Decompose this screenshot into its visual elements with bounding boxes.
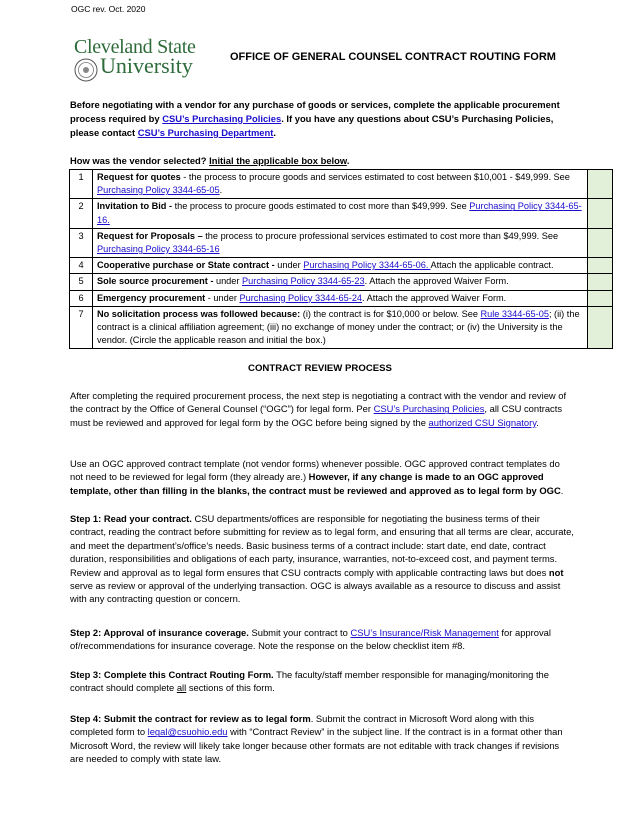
paragraph-text: Submit your contract to bbox=[248, 627, 351, 638]
policy-link[interactable]: Purchasing Policy 3344-65-23 bbox=[242, 276, 365, 287]
emphasis-not: not bbox=[548, 566, 564, 578]
row-description bbox=[93, 199, 588, 228]
paragraph-text: with “Contract Review” in the subject line. If the contract is in a format other than Microsoft Word, the review will likely take longer because other formats are not editable with track changes if revisions are needed to comply with state law. bbox=[70, 726, 563, 765]
table-row bbox=[70, 228, 613, 257]
row-text: . bbox=[219, 185, 223, 196]
paragraph-text: . Submit the contract in Microsoft Word along with this completed form to bbox=[70, 713, 535, 738]
row-text: the process to procure goods estimated to cost more than $49,999. See bbox=[172, 201, 470, 212]
initial-box[interactable] bbox=[588, 228, 613, 257]
paragraph-text: . bbox=[536, 416, 539, 428]
row-text: Attach the applicable contract. bbox=[430, 260, 554, 271]
policy-link[interactable]: Rule 3344-65-05 bbox=[480, 308, 549, 319]
purchasing-policies-link[interactable]: CSU’s Purchasing Policies bbox=[162, 113, 282, 124]
form-title: OFFICE OF GENERAL COUNSEL CONTRACT ROUTING FORM bbox=[230, 51, 556, 63]
row-text: under bbox=[274, 260, 304, 271]
university-seal-icon bbox=[74, 58, 98, 82]
intro-paragraph bbox=[70, 98, 575, 140]
policy-link[interactable]: Purchasing Policy 3344-65-16. bbox=[97, 201, 582, 225]
row-title: Request for quotes bbox=[97, 172, 181, 182]
initial-box[interactable] bbox=[588, 274, 613, 290]
row-title: Cooperative purchase or State contract - bbox=[97, 260, 275, 271]
review-intro-paragraph bbox=[70, 389, 575, 429]
revision-note: OGC rev. Oct. 2020 bbox=[71, 4, 146, 14]
policy-link[interactable]: Purchasing Policy 3344-65-24 bbox=[239, 292, 363, 303]
row-number: 4 bbox=[70, 258, 93, 274]
paragraph-text: serve as review or approval of the underlying transaction. OGC is always available as a resource to discuss and assist with any contracting question or concern. bbox=[70, 580, 561, 605]
legal-email-link[interactable]: legal@csuohio.edu bbox=[147, 726, 228, 738]
table-row bbox=[70, 258, 613, 274]
row-text: the process to procure professional services estimated to cost more than $49,999. See bbox=[202, 230, 559, 241]
template-paragraph bbox=[70, 457, 575, 497]
initial-box[interactable] bbox=[588, 170, 613, 199]
row-text: under bbox=[213, 276, 243, 287]
row-text: (i) the contract is for $10,000 or below. See bbox=[300, 308, 481, 319]
insurance-risk-management-link[interactable]: CSU’s Insurance/Risk Management bbox=[350, 627, 499, 638]
row-number: 1 bbox=[70, 170, 93, 199]
purchasing-policies-link-2[interactable]: CSU’s Purchasing Policies bbox=[373, 403, 485, 415]
row-text: ; (ii) the contract is a clinical affiliation agreement; (iii) no exchange of money under the contract; or (iv) the University is the vendor. (Circle the applicable reason and initial the box.) bbox=[97, 308, 580, 346]
vendor-selection-question: How was the vendor selected? Initial the applicable box below. bbox=[70, 155, 350, 166]
table-row bbox=[70, 199, 613, 228]
table-row bbox=[70, 290, 613, 306]
row-description bbox=[93, 228, 588, 257]
policy-link[interactable]: Purchasing Policy 3344-65-06. bbox=[303, 260, 431, 271]
paragraph-text: CSU departments/offices are responsible for negotiating the business terms of their contract, reading the contract before submitting for review as to legal form, and ensuring that all terms are clear, accurate, and meet the department’s/office’s needs. Basic business terms of a contract include: start date, end date, contract duration, responsibilities and obligations of each party, insurance, warranties, not-to-exceed cost, and payment terms. Review and approval as to legal form ensures that CSU contracts comply with applicable contracting laws but does bbox=[70, 513, 574, 578]
paragraph-text: sections of this form. bbox=[186, 682, 275, 694]
purchasing-department-link[interactable]: CSU’s Purchasing Department bbox=[137, 127, 274, 138]
paragraph-bold-text: However, if any change is made to an OGC approved template, other than filling in the blanks, the contract must be reviewed and approved as to legal form by OGC bbox=[70, 471, 561, 496]
table-row bbox=[70, 170, 613, 199]
authorized-signatory-link[interactable]: authorized CSU Signatory bbox=[428, 416, 537, 428]
step1-title: Step 1: Read your contract. bbox=[70, 513, 192, 524]
row-description bbox=[93, 306, 588, 349]
step2-paragraph bbox=[70, 626, 575, 653]
contract-review-title: CONTRACT REVIEW PROCESS bbox=[248, 363, 392, 374]
initial-box[interactable] bbox=[588, 258, 613, 274]
row-description bbox=[93, 274, 588, 290]
step4-paragraph bbox=[70, 712, 575, 766]
row-title: No solicitation process was followed because: bbox=[97, 308, 301, 319]
paragraph-text: The faculty/staff member responsible for managing/monitoring the contract should complete bbox=[70, 669, 549, 694]
row-title: Emergency procurement bbox=[97, 292, 206, 303]
policy-link[interactable]: Purchasing Policy 3344-65-05 bbox=[97, 185, 220, 196]
emphasis-all: all bbox=[176, 682, 187, 694]
row-number: 7 bbox=[70, 306, 93, 349]
step3-paragraph bbox=[70, 668, 575, 695]
row-description bbox=[93, 258, 588, 274]
paragraph-text: , all CSU contracts must be reviewed and approved for legal form by the OGC before being signed by the bbox=[70, 403, 563, 428]
row-text: . Attach the approved Waiver Form. bbox=[364, 276, 509, 287]
question-instruction: Initial the applicable box below bbox=[209, 155, 347, 166]
question-text: How was the vendor selected? bbox=[70, 155, 210, 166]
logo-text-line1: Cleveland State bbox=[74, 36, 196, 58]
table-row bbox=[70, 306, 613, 349]
row-text: - under bbox=[205, 292, 240, 303]
policy-link[interactable]: Purchasing Policy 3344-65-16 bbox=[97, 244, 220, 255]
step2-title: Step 2: Approval of insurance coverage. bbox=[70, 627, 249, 638]
row-number: 2 bbox=[70, 199, 93, 228]
intro-text: . If you have any questions about CSU’s Purchasing Policies, please contact bbox=[70, 113, 554, 138]
csu-logo bbox=[70, 36, 200, 86]
row-text: . Attach the approved Waiver Form. bbox=[362, 292, 507, 303]
intro-text: . bbox=[273, 127, 276, 138]
logo-text-line2: University bbox=[100, 53, 193, 78]
row-number: 6 bbox=[70, 290, 93, 306]
paragraph-text: . bbox=[560, 484, 564, 496]
intro-text: Before negotiating with a vendor for any purchase of goods or services, complete the applicable procurement process required by bbox=[70, 99, 560, 124]
row-description bbox=[93, 170, 588, 199]
paragraph-text: for approval of/recommendations for insurance coverage. Note the response on the below checklist item #8. bbox=[70, 627, 551, 652]
row-text: - the process to procure goods and services estimated to cost between $10,001 - $49,999. See bbox=[180, 172, 570, 182]
page-header bbox=[70, 36, 570, 86]
row-title: Request for Proposals – bbox=[97, 230, 203, 241]
row-title: Invitation to Bid - bbox=[97, 201, 173, 212]
row-title: Sole source procurement - bbox=[97, 276, 214, 287]
step3-title: Step 3: Complete this Contract Routing Form. bbox=[70, 669, 274, 680]
table-row bbox=[70, 274, 613, 290]
initial-box[interactable] bbox=[588, 306, 613, 349]
row-number: 3 bbox=[70, 228, 93, 257]
step1-paragraph bbox=[70, 512, 575, 606]
step4-title: Step 4: Submit the contract for review as to legal form bbox=[70, 713, 311, 724]
initial-box[interactable] bbox=[588, 290, 613, 306]
procurement-routing-table bbox=[69, 169, 613, 349]
initial-box[interactable] bbox=[588, 199, 613, 228]
row-description bbox=[93, 290, 588, 306]
row-number: 5 bbox=[70, 274, 93, 290]
paragraph-text: After completing the required procurement process, the next step is negotiating a contract with the vendor and review of the contract by the Office of General Counsel (“OGC”) for legal form. Per bbox=[70, 390, 567, 415]
paragraph-text: Use an OGC approved contract template (not vendor forms) whenever possible. OGC approved contract templates do not need to be reviewed for legal form (they already are.) bbox=[70, 458, 560, 483]
